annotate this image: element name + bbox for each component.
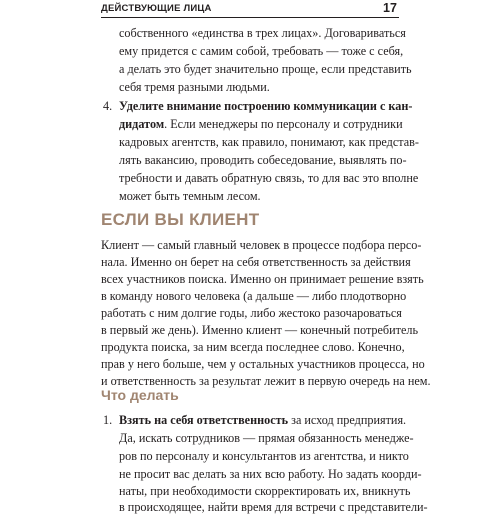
running-head: ДЕЙСТВУЮЩИЕ ЛИЦА [101,3,212,14]
list-number: 1. [103,413,113,427]
text-line: работать с ним долгие годы, либо жестоко разочароваться [101,306,402,320]
text-line: требности и давать обратную связь, то для вас это вполне [119,171,419,185]
text-line: в команду нового человека (а дальше — либо плодотворно [101,289,407,303]
bold-lead: дидатом [119,117,165,131]
text-line: может быть темным лесом. [119,189,261,203]
text-line: наты, при необходимости скорректировать их, вникнуть [119,484,411,498]
text-line: себя тремя разными людьми. [119,80,270,94]
bold-lead: Взять на себя ответственность [119,413,289,427]
text-line: не просит вас делать за них всю работу. Но задать коорди- [119,467,422,481]
text-line: в первый же день). Именно клиент — конечный потребитель [101,323,419,337]
text-line: Да, искать сотрудников — прямая обязанность менедже- [119,431,414,445]
text-line: кадровых агентств, как правило, понимают, как представ- [119,135,419,149]
bold-lead: Уделите внимание построению коммуникации с кан- [119,99,413,113]
subheading: Что делать [101,387,179,403]
text-line [119,413,406,427]
header-rule [101,17,399,18]
text-line [119,99,412,113]
text-line: всех участников поиска. Именно он принимает решение взять [101,272,424,286]
text-line [119,117,403,131]
text-line: Клиент — самый главный человек в процессе подбора персо- [101,238,422,252]
text-line: прав у него больше, чем у остальных участников процесса, но [101,357,425,371]
list-number: 4. [103,99,113,113]
section-heading: ЕСЛИ ВЫ КЛИЕНТ [101,210,260,229]
text-line: собственного «единства в трех лицах». Договариваться [119,26,406,40]
text-run: . Если менеджеры по персоналу и сотрудники [164,117,403,131]
page-number: 17 [383,1,397,15]
text-line: а делать это будет значительно проще, если представить [119,62,412,76]
text-line: и ответственность за результат лежит в первую очередь на нем. [101,374,431,388]
text-line: ров по персоналу и консультантов из агентства, и никто [119,449,409,463]
text-line: нала. Именно он берет на себя ответственность за действия [101,255,411,269]
text-line: в происходящее, найти время для встречи с представители- [119,500,428,514]
text-line: продукта поиска, за ним всегда последнее слово. Конечно, [101,340,405,354]
text-line: ему придется с самим собой, требовать — тоже с себя, [119,44,404,58]
text-run: за исход предприятия. [288,413,407,427]
text-line: лять вакансию, проводить собеседование, выявлять по- [119,153,407,167]
page-header [0,0,500,17]
